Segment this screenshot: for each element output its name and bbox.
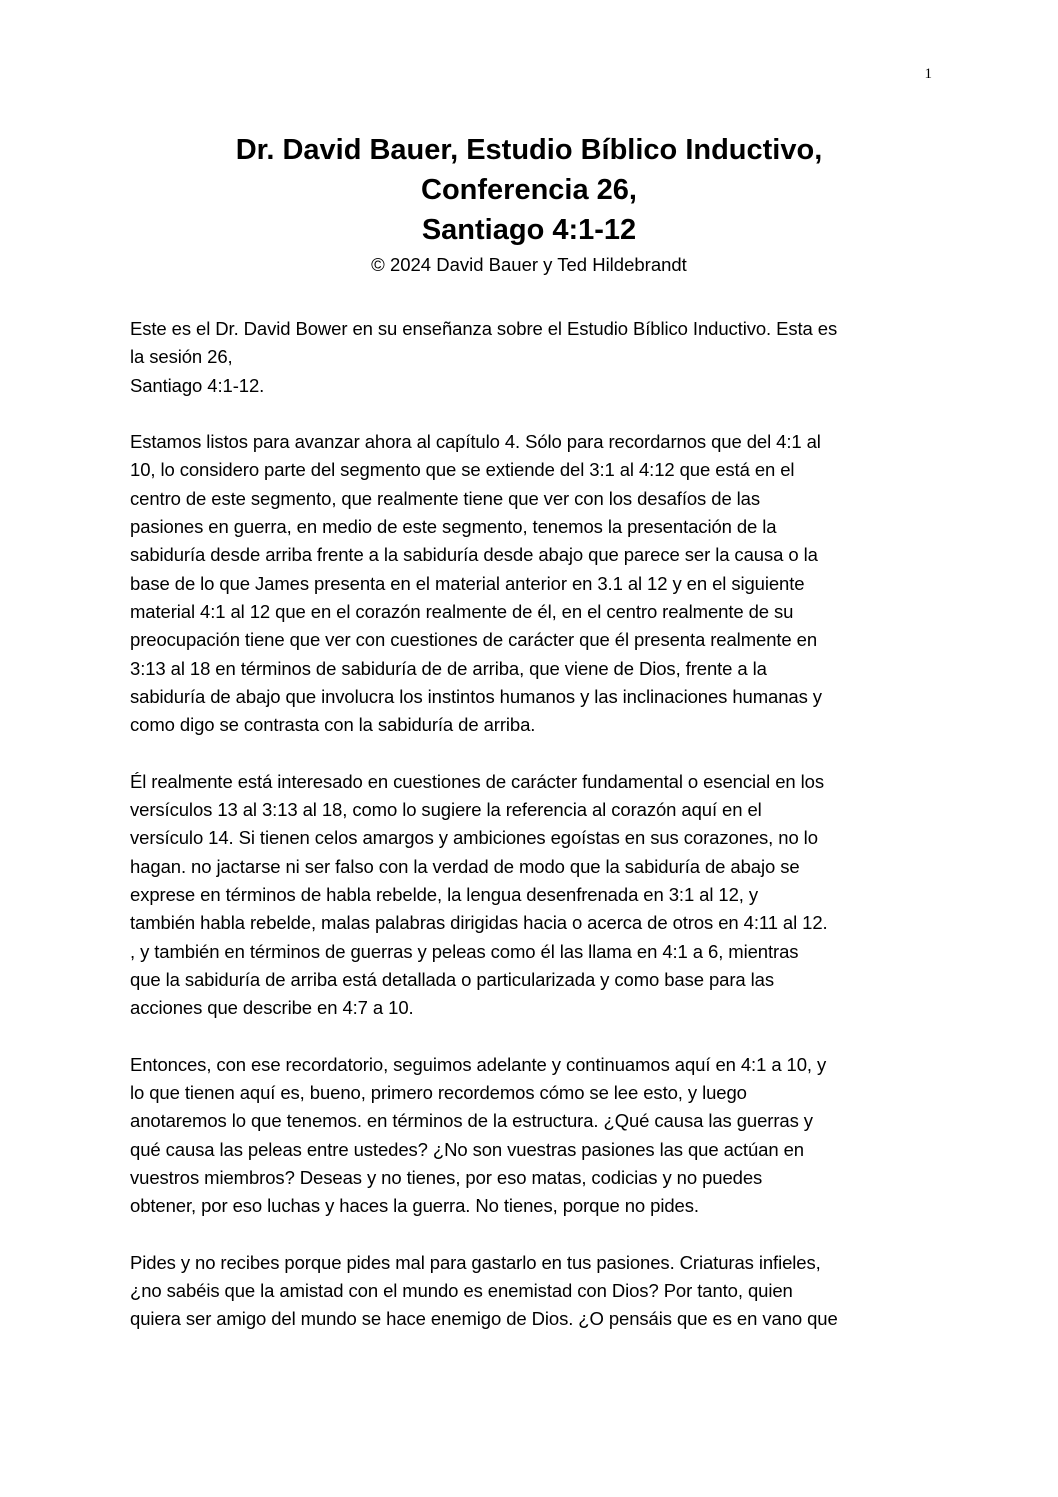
text-line: pasiones en guerra, en medio de este segmento, tenemos la presentación de la: [130, 516, 777, 538]
text-line: Entonces, con ese recordatorio, seguimos adelante y continuamos aquí en 4:1 a 10, y: [130, 1053, 827, 1075]
text-line: hagan. no jactarse ni ser falso con la verdad de modo que la sabiduría de abajo se: [130, 855, 800, 877]
page-number: 1: [924, 66, 932, 82]
text-line: 3:13 al 18 en términos de sabiduría de de arriba, que viene de Dios, frente a la: [130, 657, 767, 679]
text-line: Este es el Dr. David Bower en su enseñanza sobre el Estudio Bíblico Inductivo. Esta es: [130, 318, 838, 339]
text-line: versículos 13 al 3:13 al 18, como lo sugiere la referencia al corazón aquí en el: [130, 799, 762, 821]
text-line: sabiduría de abajo que involucra los instintos humanos y las inclinaciones humanas y: [130, 685, 822, 707]
copyright-notice: © 2024 David Bauer y Ted Hildebrandt: [371, 254, 687, 275]
text-line: , y también en términos de guerras y peleas como él las llama en 4:1 a 6, mientras: [130, 940, 799, 962]
text-line: anotaremos lo que tenemos. en términos de la estructura. ¿Qué causa las guerras y: [130, 1110, 813, 1132]
text-line: Santiago 4:1-12.: [130, 374, 265, 396]
text-line: Estamos listos para avanzar ahora al capítulo 4. Sólo para recordarnos que del 4:1 al: [130, 431, 821, 453]
text-line: preocupación tiene que ver con cuestiones de carácter que él presenta realmente en: [130, 629, 818, 651]
text-line: Pides y no recibes porque pides mal para gastarlo en tus pasiones. Criaturas infieles,: [130, 1251, 821, 1273]
paragraph-5: [130, 1249, 930, 1334]
text-line: quiera ser amigo del mundo se hace enemigo de Dios. ¿O pensáis que es en vano que: [130, 1308, 838, 1330]
paragraph-intro: [130, 315, 930, 400]
title-line-1: Dr. David Bauer, Estudio Bíblico Inductivo,: [235, 134, 823, 166]
text-line: material 4:1 al 12 que en el corazón realmente de él, en el centro realmente de su: [130, 600, 794, 622]
text-line: obtener, por eso luchas y haces la guerra. No tienes, porque no pides.: [130, 1195, 699, 1217]
paragraph-3: [130, 768, 930, 1023]
text-line: base de lo que James presenta en el material anterior en 3.1 al 12 y en el siguiente: [130, 572, 805, 594]
text-line: que la sabiduría de arriba está detallada o particularizada y como base para las: [130, 968, 775, 990]
text-line: Él realmente está interesado en cuestiones de carácter fundamental o esencial en los: [130, 770, 824, 792]
title-line-3: Santiago 4:1-12: [421, 214, 637, 246]
text-line: la sesión 26,: [130, 346, 233, 368]
text-line: lo que tienen aquí es, bueno, primero recordemos cómo se lee esto, y luego: [130, 1082, 747, 1104]
paragraph-2: [130, 428, 930, 739]
text-line: versículo 14. Si tienen celos amargos y ambiciones egoístas en sus corazones, no lo: [130, 827, 818, 849]
text-line: como digo se contrasta con la sabiduría de arriba.: [130, 714, 536, 736]
text-line: 10, lo considero parte del segmento que se extiende del 3:1 al 4:12 que está en el: [130, 459, 795, 481]
title-line-2: Conferencia 26,: [421, 174, 637, 206]
text-line: exprese en términos de habla rebelde, la lengua desenfrenada en 3:1 al 12, y: [130, 883, 759, 905]
text-line: centro de este segmento, que realmente tiene que ver con los desafíos de las: [130, 487, 761, 509]
text-line: vuestros miembros? Deseas y no tienes, por eso matas, codicias y no puedes: [130, 1166, 763, 1188]
document-body: [130, 315, 930, 1362]
text-line: acciones que describe en 4:7 a 10.: [130, 997, 414, 1019]
text-line: también habla rebelde, malas palabras dirigidas hacia o acerca de otros en 4:11 al 12.: [130, 912, 828, 934]
paragraph-4: [130, 1051, 930, 1221]
text-line: sabiduría desde arriba frente a la sabiduría desde abajo que parece ser la causa o la: [130, 544, 818, 566]
text-line: ¿no sabéis que la amistad con el mundo es enemistad con Dios? Por tanto, quien: [130, 1280, 793, 1302]
document-title: [0, 130, 1058, 278]
text-line: qué causa las peleas entre ustedes? ¿No son vuestras pasiones las que actúan en: [130, 1138, 804, 1160]
